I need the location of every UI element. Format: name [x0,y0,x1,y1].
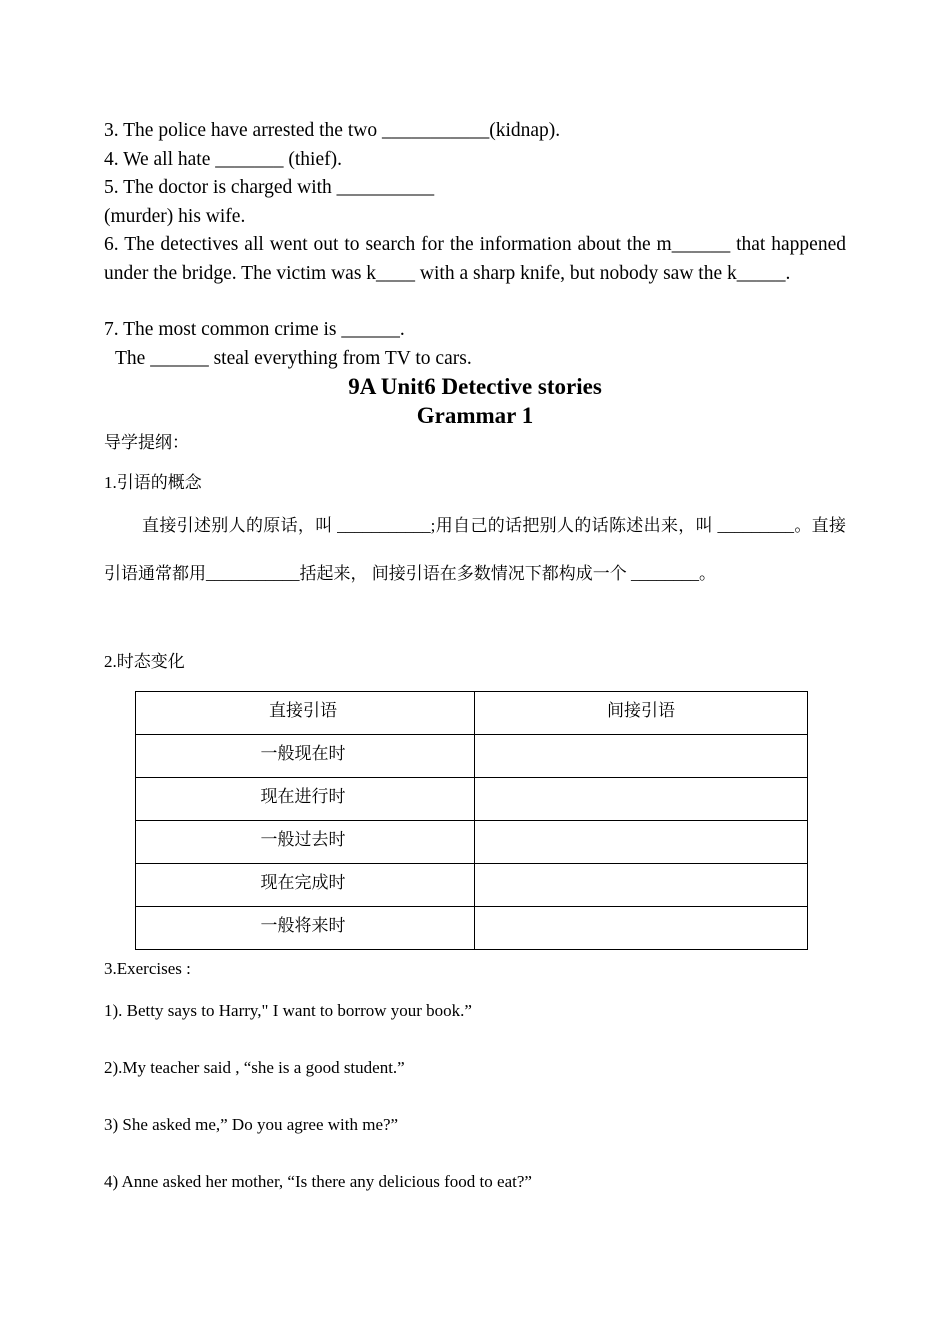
section-1-heading: 1.引语的概念 [104,473,202,492]
table-header: 间接引语 [475,692,808,735]
table-header: 直接引语 [136,692,475,735]
answer-cell[interactable] [475,735,808,778]
question-3: 3. The police have arrested the two ___________(kidnap). [104,120,561,141]
exercise-3: 3) She asked me,” Do you agree with me?” [104,1115,399,1134]
section-2-heading: 2.时态变化 [104,652,185,671]
question-7: 7. The most common crime is ______. [104,319,405,340]
exercise-2: 2).My teacher said , “she is a good student.” [104,1058,405,1077]
question-4: 4. We all hate _______ (thief). [104,149,342,170]
question-5-continued: (murder) his wife. [104,206,246,227]
table-row [136,778,808,821]
question-7-continued: The ______ steal everything from TV to cars. [115,348,472,369]
table-cell: 现在进行时 [136,778,475,821]
table-cell: 一般将来时 [136,907,475,950]
table-cell: 现在完成时 [136,864,475,907]
section-1-text: 直接引述别人的原话，叫 ___________;用自己的话把别人的话陈述出来，叫 _________。直接引语通常都用___________括起来， 间接引语在多数情况下都构成一个 ________。 [104,516,846,583]
table-row [136,907,808,950]
lesson-subtitle: Grammar 1 [416,403,534,428]
question-5: 5. The doctor is charged with __________ [104,177,435,198]
tense-table [135,691,808,950]
question-6: 6. The detectives all went out to search for the information about the m______ that happened under the bridge. The victim was k____ with a sharp knife, but nobody saw the k_____. [104,234,846,284]
outline-label: 导学提纲： [104,433,189,452]
answer-cell[interactable] [475,778,808,821]
table-header-row [136,692,808,735]
answer-cell[interactable] [475,864,808,907]
exercise-4: 4) Anne asked her mother, “Is there any delicious food to eat?” [104,1172,532,1191]
answer-cell[interactable] [475,821,808,864]
section-3-heading: 3.Exercises : [104,959,191,978]
table-cell: 一般过去时 [136,821,475,864]
table-row [136,821,808,864]
exercise-1: 1). Betty says to Harry," I want to borrow your book.” [104,1001,472,1020]
table-cell: 一般现在时 [136,735,475,778]
table-row [136,864,808,907]
unit-title: 9A Unit6 Detective stories [348,374,602,399]
table-row [136,735,808,778]
answer-cell[interactable] [475,907,808,950]
